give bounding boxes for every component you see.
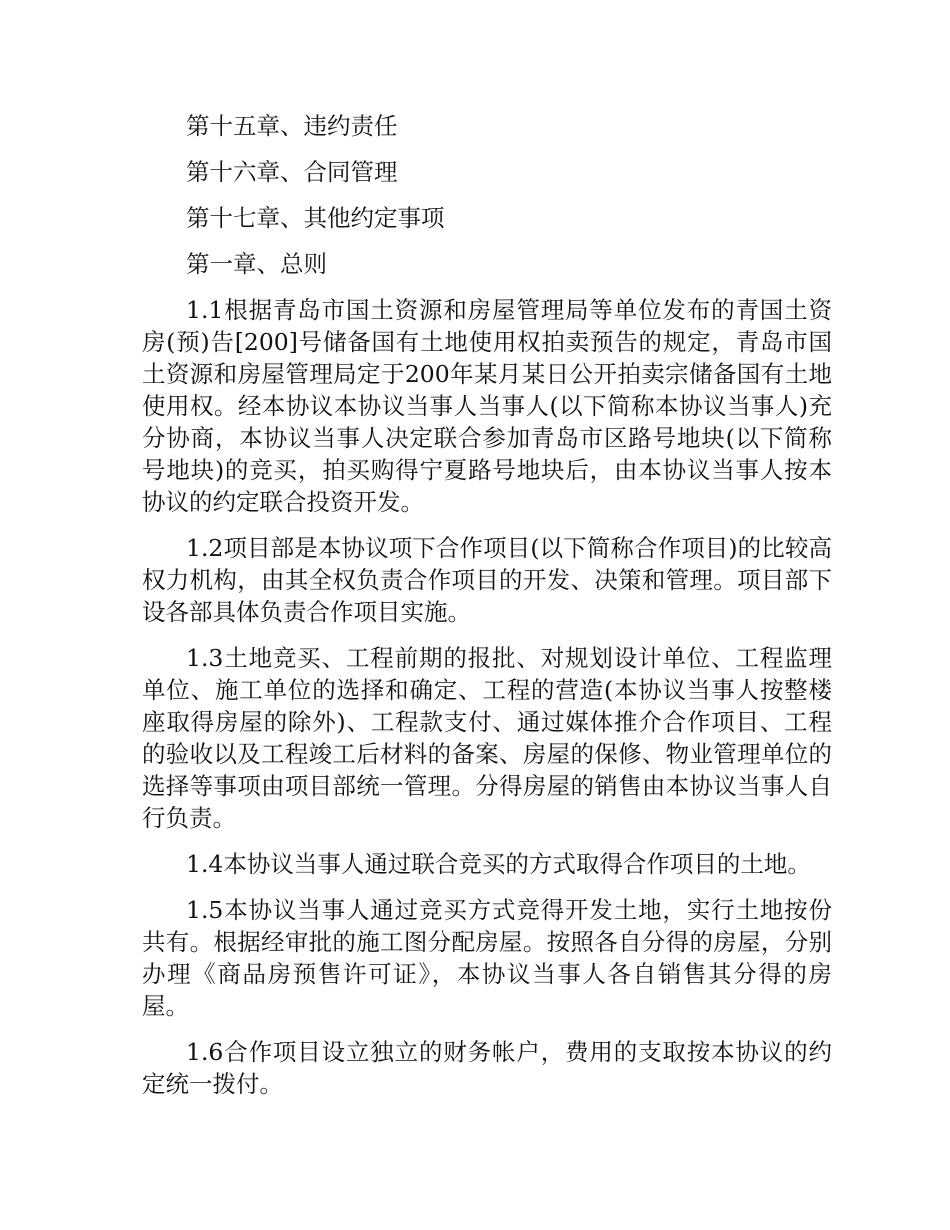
clause-1-1: 1.1根据青岛市国土资源和房屋管理局等单位发布的青国土资房(预)告[200]号储备国有土地使用权拍卖预告的规定，青岛市国土资源和房屋管理局定于200年某月某日公开拍卖宗储备国有土地使用权。经本协议本协议当事人当事人(以下简称本协议当事人)充分协商，本协议当事人决定联合参加青岛市区路号地块(以下简称号地块)的竞买，拍买购得宁夏路号地块后，由本协议当事人按本协议的约定联合投资开发。 — [142, 296, 832, 516]
chapter-heading-16: 第十六章、合同管理 — [186, 158, 398, 186]
document-body — [142, 110, 832, 1114]
clause-1-3: 1.3土地竞买、工程前期的报批、对规划设计单位、工程监理单位、施工单位的选择和确定、工程的营造(本协议当事人按整楼座取得房屋的除外)、工程款支付、通过媒体推介合作项目、工程的验收以及工程竣工后材料的备案、房屋的保修、物业管理单位的选择等事项由项目部统一管理。分得房屋的销售由本协议当事人自行负责。 — [142, 644, 832, 832]
chapter-heading-15: 第十五章、违约责任 — [186, 112, 398, 140]
chapter-heading-1: 第一章、总则 — [186, 250, 327, 278]
clause-1-5: 1.5本协议当事人通过竞买方式竞得开发土地，实行土地按份共有。根据经审批的施工图分配房屋。按照各自分得的房屋，分别办理《商品房预售许可证》，本协议当事人各自销售其分得的房屋。 — [142, 896, 832, 1020]
clause-1-2: 1.2项目部是本协议项下合作项目(以下简称合作项目)的比较高权力机构，由其全权负责合作项目的开发、决策和管理。项目部下设各部具体负责合作项目实施。 — [142, 534, 832, 626]
clause-1-4: 1.4本协议当事人通过联合竞买的方式取得合作项目的土地。 — [186, 850, 811, 878]
clause-1-6: 1.6合作项目设立独立的财务帐户，费用的支取按本协议的约定统一拨付。 — [142, 1038, 832, 1098]
chapter-heading-17: 第十七章、其他约定事项 — [186, 204, 445, 232]
